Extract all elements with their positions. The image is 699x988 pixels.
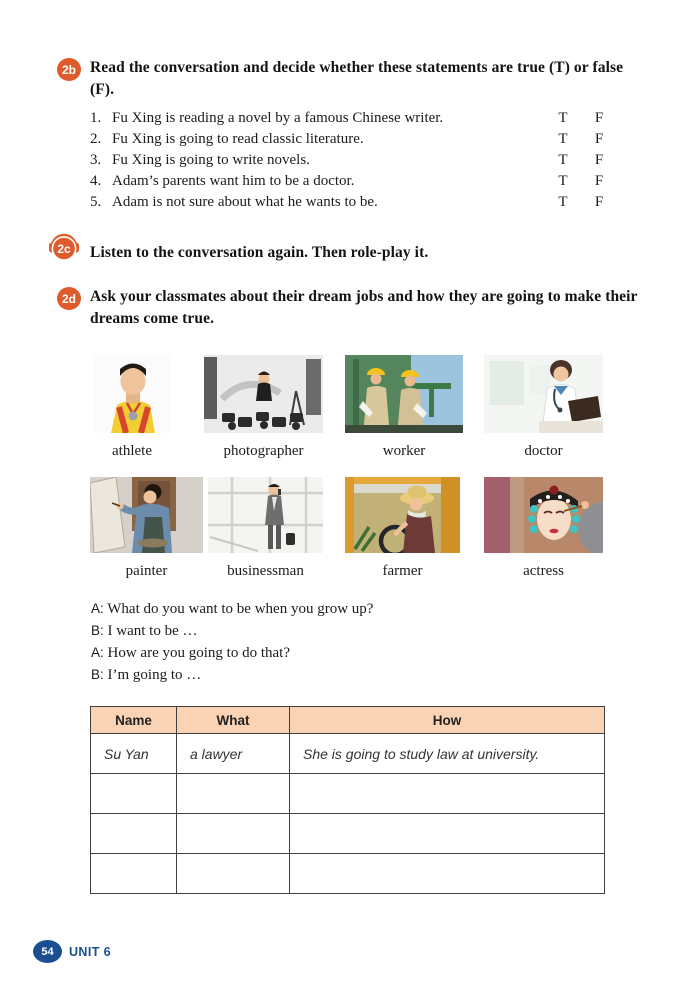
speaker-label: A: <box>91 645 104 660</box>
statement-row <box>0 131 699 152</box>
unit-label: UNIT 6 <box>69 945 111 959</box>
column-header-how: How <box>290 707 605 734</box>
statement-row <box>0 194 699 215</box>
statement-number: 1. <box>90 110 102 126</box>
table-row <box>91 734 605 774</box>
statement-number: 2. <box>90 131 102 147</box>
cell-how <box>290 814 605 854</box>
job-figure-athlete <box>93 355 171 460</box>
job-label: doctor <box>524 443 563 459</box>
statement-text: Adam is not sure about what he wants to be. <box>112 194 378 210</box>
true-option: T <box>558 131 568 147</box>
false-option: F <box>594 194 604 210</box>
statement-number: 3. <box>90 152 102 168</box>
true-option: T <box>558 110 568 126</box>
cell-name <box>91 854 177 894</box>
job-label: athlete <box>112 443 152 459</box>
statement-text: Fu Xing is reading a novel by a famous Chinese writer. <box>112 110 444 126</box>
dialogue-line <box>91 598 651 620</box>
activity-badge-2d: 2d <box>57 287 81 310</box>
worker-photo <box>345 355 463 433</box>
cell-name <box>91 814 177 854</box>
farmer-photo <box>345 477 460 553</box>
cell-how <box>290 854 605 894</box>
table-row <box>91 814 605 854</box>
instruction-2c: Listen to the conversation again. Then role-play it. <box>90 244 429 261</box>
cell-how: She is going to study law at university. <box>290 734 605 774</box>
model-dialogue <box>91 598 651 686</box>
dialogue-text: How are you going to do that? <box>107 645 290 661</box>
statement-number: 5. <box>90 194 102 210</box>
job-figure-actress <box>484 477 603 580</box>
statement-number: 4. <box>90 173 102 189</box>
cell-name: Su Yan <box>91 734 177 774</box>
job-figure-painter <box>90 477 203 580</box>
job-figure-worker <box>345 355 463 460</box>
job-label: worker <box>382 443 426 459</box>
photographer-photo <box>204 355 323 433</box>
statement-text: Fu Xing is going to read classic literature. <box>112 131 364 147</box>
job-label: painter <box>125 563 168 579</box>
statement-text: Fu Xing is going to write novels. <box>112 152 310 168</box>
table-header-row <box>91 707 605 734</box>
job-label: photographer <box>223 443 304 459</box>
actress-photo <box>484 477 603 553</box>
dialogue-text: What do you want to be when you grow up? <box>107 601 374 617</box>
dialogue-text: I want to be … <box>107 623 198 639</box>
instruction-2b: Read the conversation and decide whether these statements are true (T) or false (F). <box>90 59 624 98</box>
true-option: T <box>558 194 568 210</box>
cell-name <box>91 774 177 814</box>
statement-row <box>0 173 699 194</box>
page-number-badge: 54 <box>33 940 62 963</box>
statement-row <box>0 110 699 131</box>
cell-what <box>177 814 290 854</box>
job-figure-farmer <box>345 477 460 580</box>
job-label: businessman <box>227 563 304 579</box>
speaker-label: B: <box>91 623 104 638</box>
businessman-photo <box>208 477 323 553</box>
true-option: T <box>558 152 568 168</box>
dialogue-line <box>91 620 651 642</box>
painter-photo <box>90 477 203 553</box>
cell-what <box>177 854 290 894</box>
false-option: F <box>594 152 604 168</box>
job-figure-businessman <box>208 477 323 580</box>
column-header-name: Name <box>91 707 177 734</box>
speaker-label: B: <box>91 667 104 682</box>
activity-badge-2b: 2b <box>57 58 81 81</box>
true-option: T <box>558 173 568 189</box>
athlete-photo <box>93 355 171 433</box>
false-option: F <box>594 110 604 126</box>
job-figure-photographer <box>204 355 323 460</box>
doctor-photo <box>484 355 603 433</box>
job-label: farmer <box>382 563 423 579</box>
speaker-label: A: <box>91 601 104 616</box>
false-option: F <box>594 173 604 189</box>
dialogue-line <box>91 642 651 664</box>
cell-how <box>290 774 605 814</box>
job-label: actress <box>523 563 564 579</box>
table-row <box>91 854 605 894</box>
dialogue-text: I’m going to … <box>107 667 202 683</box>
instruction-2d: Ask your classmates about their dream jobs and how they are going to make their dreams come true. <box>90 288 638 327</box>
statement-text: Adam’s parents want him to be a doctor. <box>112 173 355 189</box>
column-header-what: What <box>177 707 290 734</box>
table-row <box>91 774 605 814</box>
dialogue-line <box>91 664 651 686</box>
dream-jobs-table <box>90 706 605 894</box>
cell-what <box>177 774 290 814</box>
statement-row <box>0 152 699 173</box>
cell-what: a lawyer <box>177 734 290 774</box>
job-figure-doctor <box>484 355 603 460</box>
activity-badge-2c: 2c <box>46 228 82 262</box>
false-option: F <box>594 131 604 147</box>
